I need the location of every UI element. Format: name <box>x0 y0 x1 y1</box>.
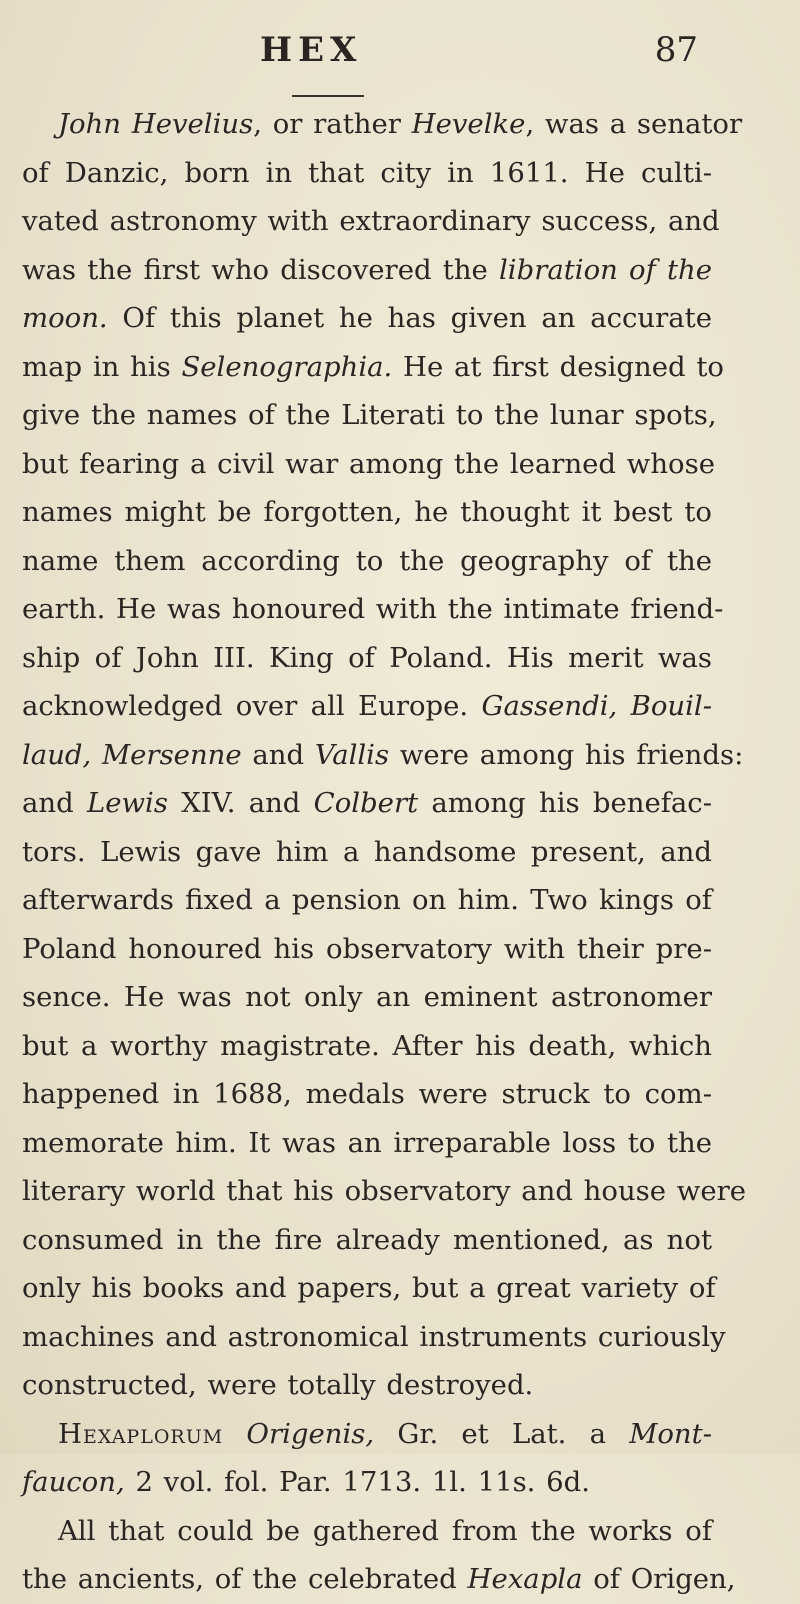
text-line: tors. Lewis gave him a handsome present, and <box>22 835 712 868</box>
text-line: sence. He was not only an eminent astronomer <box>22 981 712 1013</box>
text-line: map in his Selenographia. He at first designed to <box>22 350 724 383</box>
header-rule <box>292 95 364 97</box>
text-line: was the first who discovered the libration of the <box>22 253 712 286</box>
text-line: give the names of the Literati to the lunar spots, <box>22 399 717 431</box>
text-line: names might be forgotten, he thought it best to <box>22 496 712 528</box>
text-line: the ancients, of the celebrated Hexapla of Origen, <box>22 1563 736 1595</box>
text-line: ship of John III. King of Poland. His merit was <box>22 641 712 674</box>
text-line: John Hevelius, or rather Hevelke, was a senator <box>58 108 743 140</box>
running-head: HEX <box>260 30 363 70</box>
text-line: moon. Of this planet he has given an accurate <box>22 302 712 334</box>
book-page <box>22 0 747 1595</box>
text-line: constructed, were totally destroyed. <box>22 1369 534 1401</box>
text-line: happened in 1688, medals were struck to com- <box>22 1078 712 1110</box>
text-line: laud, Mersenne and Vallis were among his friends: <box>22 738 744 771</box>
text-line: memorate him. It was an irreparable loss to the <box>22 1126 712 1159</box>
text-line: All that could be gathered from the works of <box>58 1514 712 1547</box>
text-line: earth. He was honoured with the intimate friend- <box>22 593 724 625</box>
text-line: consumed in the fire already mentioned, as not <box>22 1223 712 1256</box>
body-text <box>22 100 747 1604</box>
text-line: acknowledged over all Europe. Gassendi, Bouil- <box>22 690 712 722</box>
page-header <box>22 30 712 70</box>
text-line: but a worthy magistrate. After his death, which <box>22 1029 712 1062</box>
text-line: Poland honoured his observatory with their pre- <box>22 932 712 965</box>
text-line: and Lewis XIV. and Colbert among his benefac- <box>22 787 712 819</box>
text-line: literary world that his observatory and house were <box>22 1175 747 1207</box>
text-line: but fearing a civil war among the learned whose <box>22 447 715 480</box>
text-line: faucon, 2 vol. fol. Par. 1713. 1l. 11s. 6d. <box>22 1466 591 1498</box>
text-line: of Danzic, born in that city in 1611. He culti- <box>22 156 712 189</box>
entry-heading-line: Hexaplorum Origenis, Gr. et Lat. a Mont- <box>58 1417 712 1450</box>
text-line: afterwards fixed a pension on him. Two kings of <box>22 884 712 916</box>
text-line: only his books and papers, but a great variety of <box>22 1272 716 1304</box>
text-line: machines and astronomical instruments curiously <box>22 1320 726 1353</box>
text-line: vated astronomy with extraordinary success, and <box>22 205 720 237</box>
page-number: 87 <box>654 30 698 70</box>
text-line: name them according to the geography of the <box>22 544 712 577</box>
